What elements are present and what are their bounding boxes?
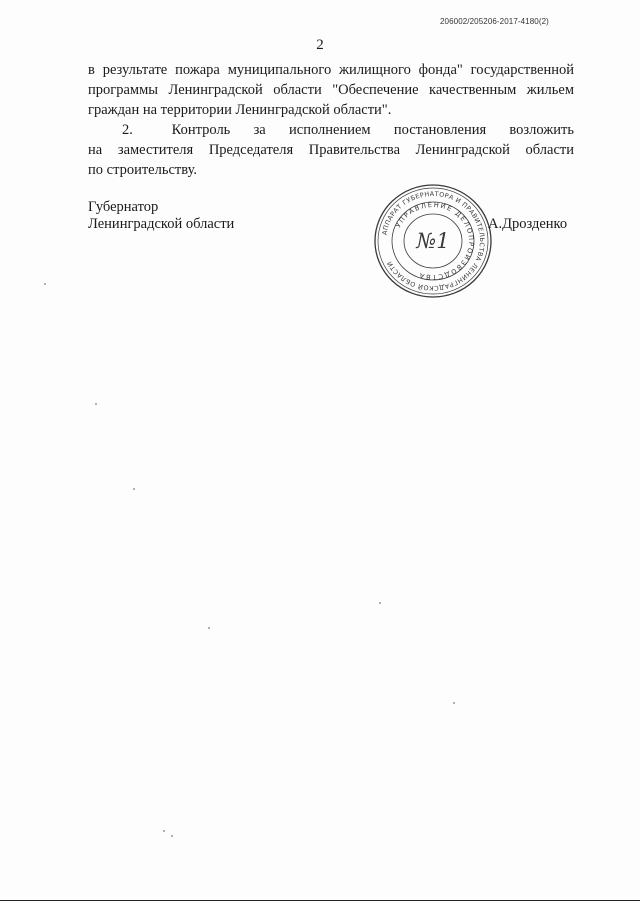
scan-speck [95, 403, 97, 405]
paragraph-2-line-2: на заместителя Председателя Правительства Ленинградской области [88, 142, 574, 158]
scan-bottom-edge [0, 900, 640, 901]
paragraph-1: в результате пожара муниципального жилищного фонда" государственной программы Ленинградской области "Обеспечение качественным жильем граждан на территории Ленинградской области". [88, 62, 574, 118]
paragraph-2-line-3-wrap [88, 160, 574, 180]
paragraph-2-line-1: 2. Контроль за исполнением постановления возложить [122, 122, 574, 138]
document-body [88, 60, 574, 180]
official-seal [372, 182, 494, 300]
svg-text:УПРАВЛЕНИЕ ДЕЛОПРОИЗВОДСТВА: УПРАВЛЕНИЕ ДЕЛОПРОИЗВОДСТВА [394, 200, 476, 282]
scan-speck [379, 602, 381, 604]
svg-text:№1: №1 [416, 229, 450, 253]
paragraph-2 [88, 120, 574, 140]
scan-speck [453, 702, 455, 704]
signatory-name: А.Дрозденко [488, 216, 568, 232]
page-number: 2 [316, 37, 324, 53]
signatory-title [88, 199, 234, 233]
signatory-title-line-1: Губернатор [88, 199, 159, 215]
scan-speck [208, 627, 210, 629]
paragraph-2-line-2-wrap [88, 140, 574, 160]
document-id: 206002/205206-2017-4180(2) [440, 17, 549, 26]
svg-text:АППАРАТ ГУБЕРНАТОРА И ПРАВИТЕЛ: АППАРАТ ГУБЕРНАТОРА И ПРАВИТЕЛЬСТВА ЛЕНИНГРАДСКОЙ ОБЛАСТИ [380, 189, 487, 293]
paragraph-2-line-3: по строительству. [88, 162, 198, 178]
scan-speck [163, 830, 165, 832]
scan-speck [171, 835, 173, 837]
signatory-title-line-2: Ленинградской области [88, 216, 235, 232]
seal-graphic [372, 182, 494, 300]
scan-speck [44, 283, 46, 285]
scan-speck [133, 488, 135, 490]
